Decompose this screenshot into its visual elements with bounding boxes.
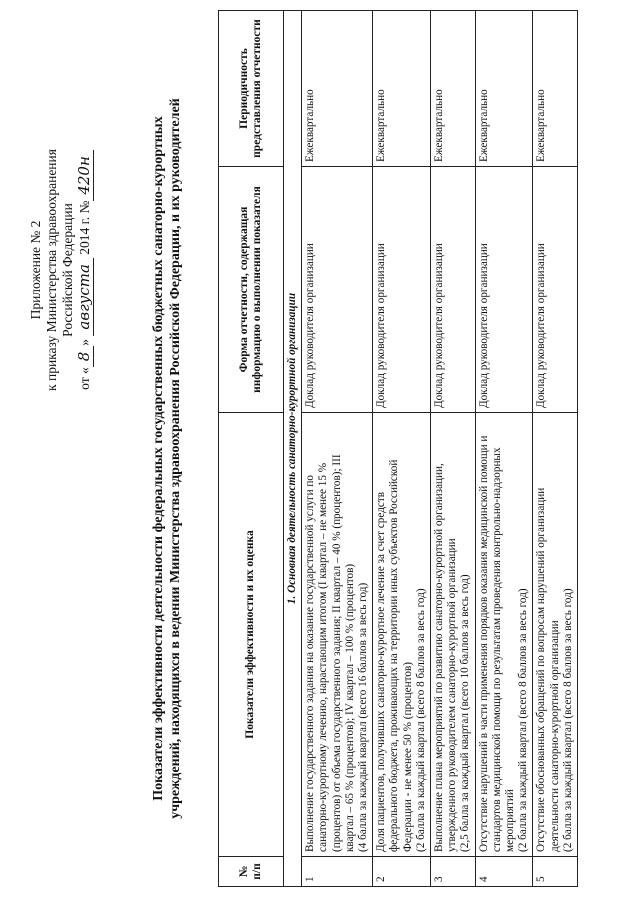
date-day: 8 [75,346,94,368]
appendix-line-2: к приказу Министерства здравоохранения [44,149,59,391]
indicator-text-line: мероприятий [504,789,517,852]
report-form-cell: Доклад руководителя организации [475,167,533,413]
report-form-cell: Доклад руководителя организации [373,167,431,413]
indicator-text-line: (2 балла за каждый квартал (всего 8 баллов за весь год) [517,588,530,852]
periodicity-cell: Ежеквартально [475,11,533,167]
header-indicator: Показатели эффективности и их оценка [219,413,284,857]
indicator-text-line: Отсутствие обоснованных обращений по вопросам нарушений организации [535,487,548,852]
header-report-form: Форма отчетности, содержащая информацию о выполнении показателя [219,167,284,413]
date-prefix: от « [77,367,92,390]
indicator-text-line: (2,5 балла за каждый квартал (всего 10 баллов за весь год) [459,574,472,852]
title-line-1: Показатели эффективности деятельности федеральных государственных бюджетных санаторно-курортных [151,116,166,801]
row-number: 4 [475,857,533,887]
indicator-text-line: (2 балла за каждый квартал (всего 8 баллов за весь год) [414,588,427,852]
indicator-cell [475,413,533,857]
indicator-text-line: федерального бюджета, проживающих на территории иных субъектов Российской [388,459,401,852]
date-month: августа [75,258,94,336]
indicators-table [218,10,578,887]
appendix-header [28,120,93,420]
report-form-cell: Доклад руководителя организации [302,167,373,413]
indicator-text-line: деятельности санаторно-курортной организации [548,620,561,852]
table-row [475,11,533,887]
periodicity-cell: Ежеквартально [533,11,578,167]
appendix-line-1: Приложение № 2 [28,220,43,320]
order-date-line [76,120,93,420]
indicator-text-line: Отсутствие нарушений в части применения порядков оказания медицинской помощи и [477,435,490,852]
section-row [284,11,302,887]
indicator-cell [373,413,431,857]
date-year: 2014 г. № [77,200,92,255]
row-number: 5 [533,857,578,887]
indicator-cell [431,413,476,857]
indicator-text-line: Федерации - не менее 50 % (процентов) [401,662,414,852]
periodicity-cell: Ежеквартально [373,11,431,167]
order-number: 420н [75,150,94,201]
indicator-text-line: (процентов) от объема государственного задания; II квартал – 40 % (процентов); III [330,454,343,852]
table-row [533,11,578,887]
indicator-text-line: квартал – 65 % (процентов); IV квартал – 100 % (процентов) [343,563,356,852]
section-title: 1. Основная деятельность санаторно-курортной организации [284,11,302,887]
indicator-cell [302,413,373,857]
indicator-text-line: Доля пациентов, получивших санаторно-курортное лечение за счет средств [375,491,388,852]
indicator-text-line: Выполнение плана мероприятий по развитию санаторно-курортной организации, [433,463,446,852]
indicator-text-line: санаторно-курортному лечению, нарастающим итогом (I квартал – не менее 15 % [317,462,330,852]
header-periodicity: Периодичность представления отчетности [219,11,284,167]
report-form-cell: Доклад руководителя организации [533,167,578,413]
indicator-text-line: (4 балла за каждый квартал (всего 16 баллов за весь год) [357,582,370,852]
table-row [373,11,431,887]
date-mid: » [77,338,92,346]
table-header-row [219,11,284,887]
document-title [150,30,184,887]
periodicity-cell: Ежеквартально [431,11,476,167]
indicator-text-line: стандартов медицинской помощи по результатам проведения контрольно-надзорных [490,447,503,852]
indicator-cell [533,413,578,857]
periodicity-cell: Ежеквартально [302,11,373,167]
report-form-cell: Доклад руководителя организации [431,167,476,413]
table-row [302,11,373,887]
indicator-text-line: утвержденного руководителем санаторно-курортной организации [446,538,459,852]
row-number: 3 [431,857,476,887]
table-row [431,11,476,887]
row-number: 1 [302,857,373,887]
title-line-2: учреждений, находящихся в ведении Министерства здравоохранения Российской Федерации, и их руководителей [168,98,183,819]
indicator-text-line: (2 балла за каждый квартал (всего 8 баллов за весь год) [561,588,574,852]
appendix-line-3: Российской Федерации [60,203,75,337]
row-number: 2 [373,857,431,887]
header-num: № п/п [219,857,284,887]
indicator-text-line: Выполнение государственного задания на оказание государственной услуги по [304,474,317,852]
